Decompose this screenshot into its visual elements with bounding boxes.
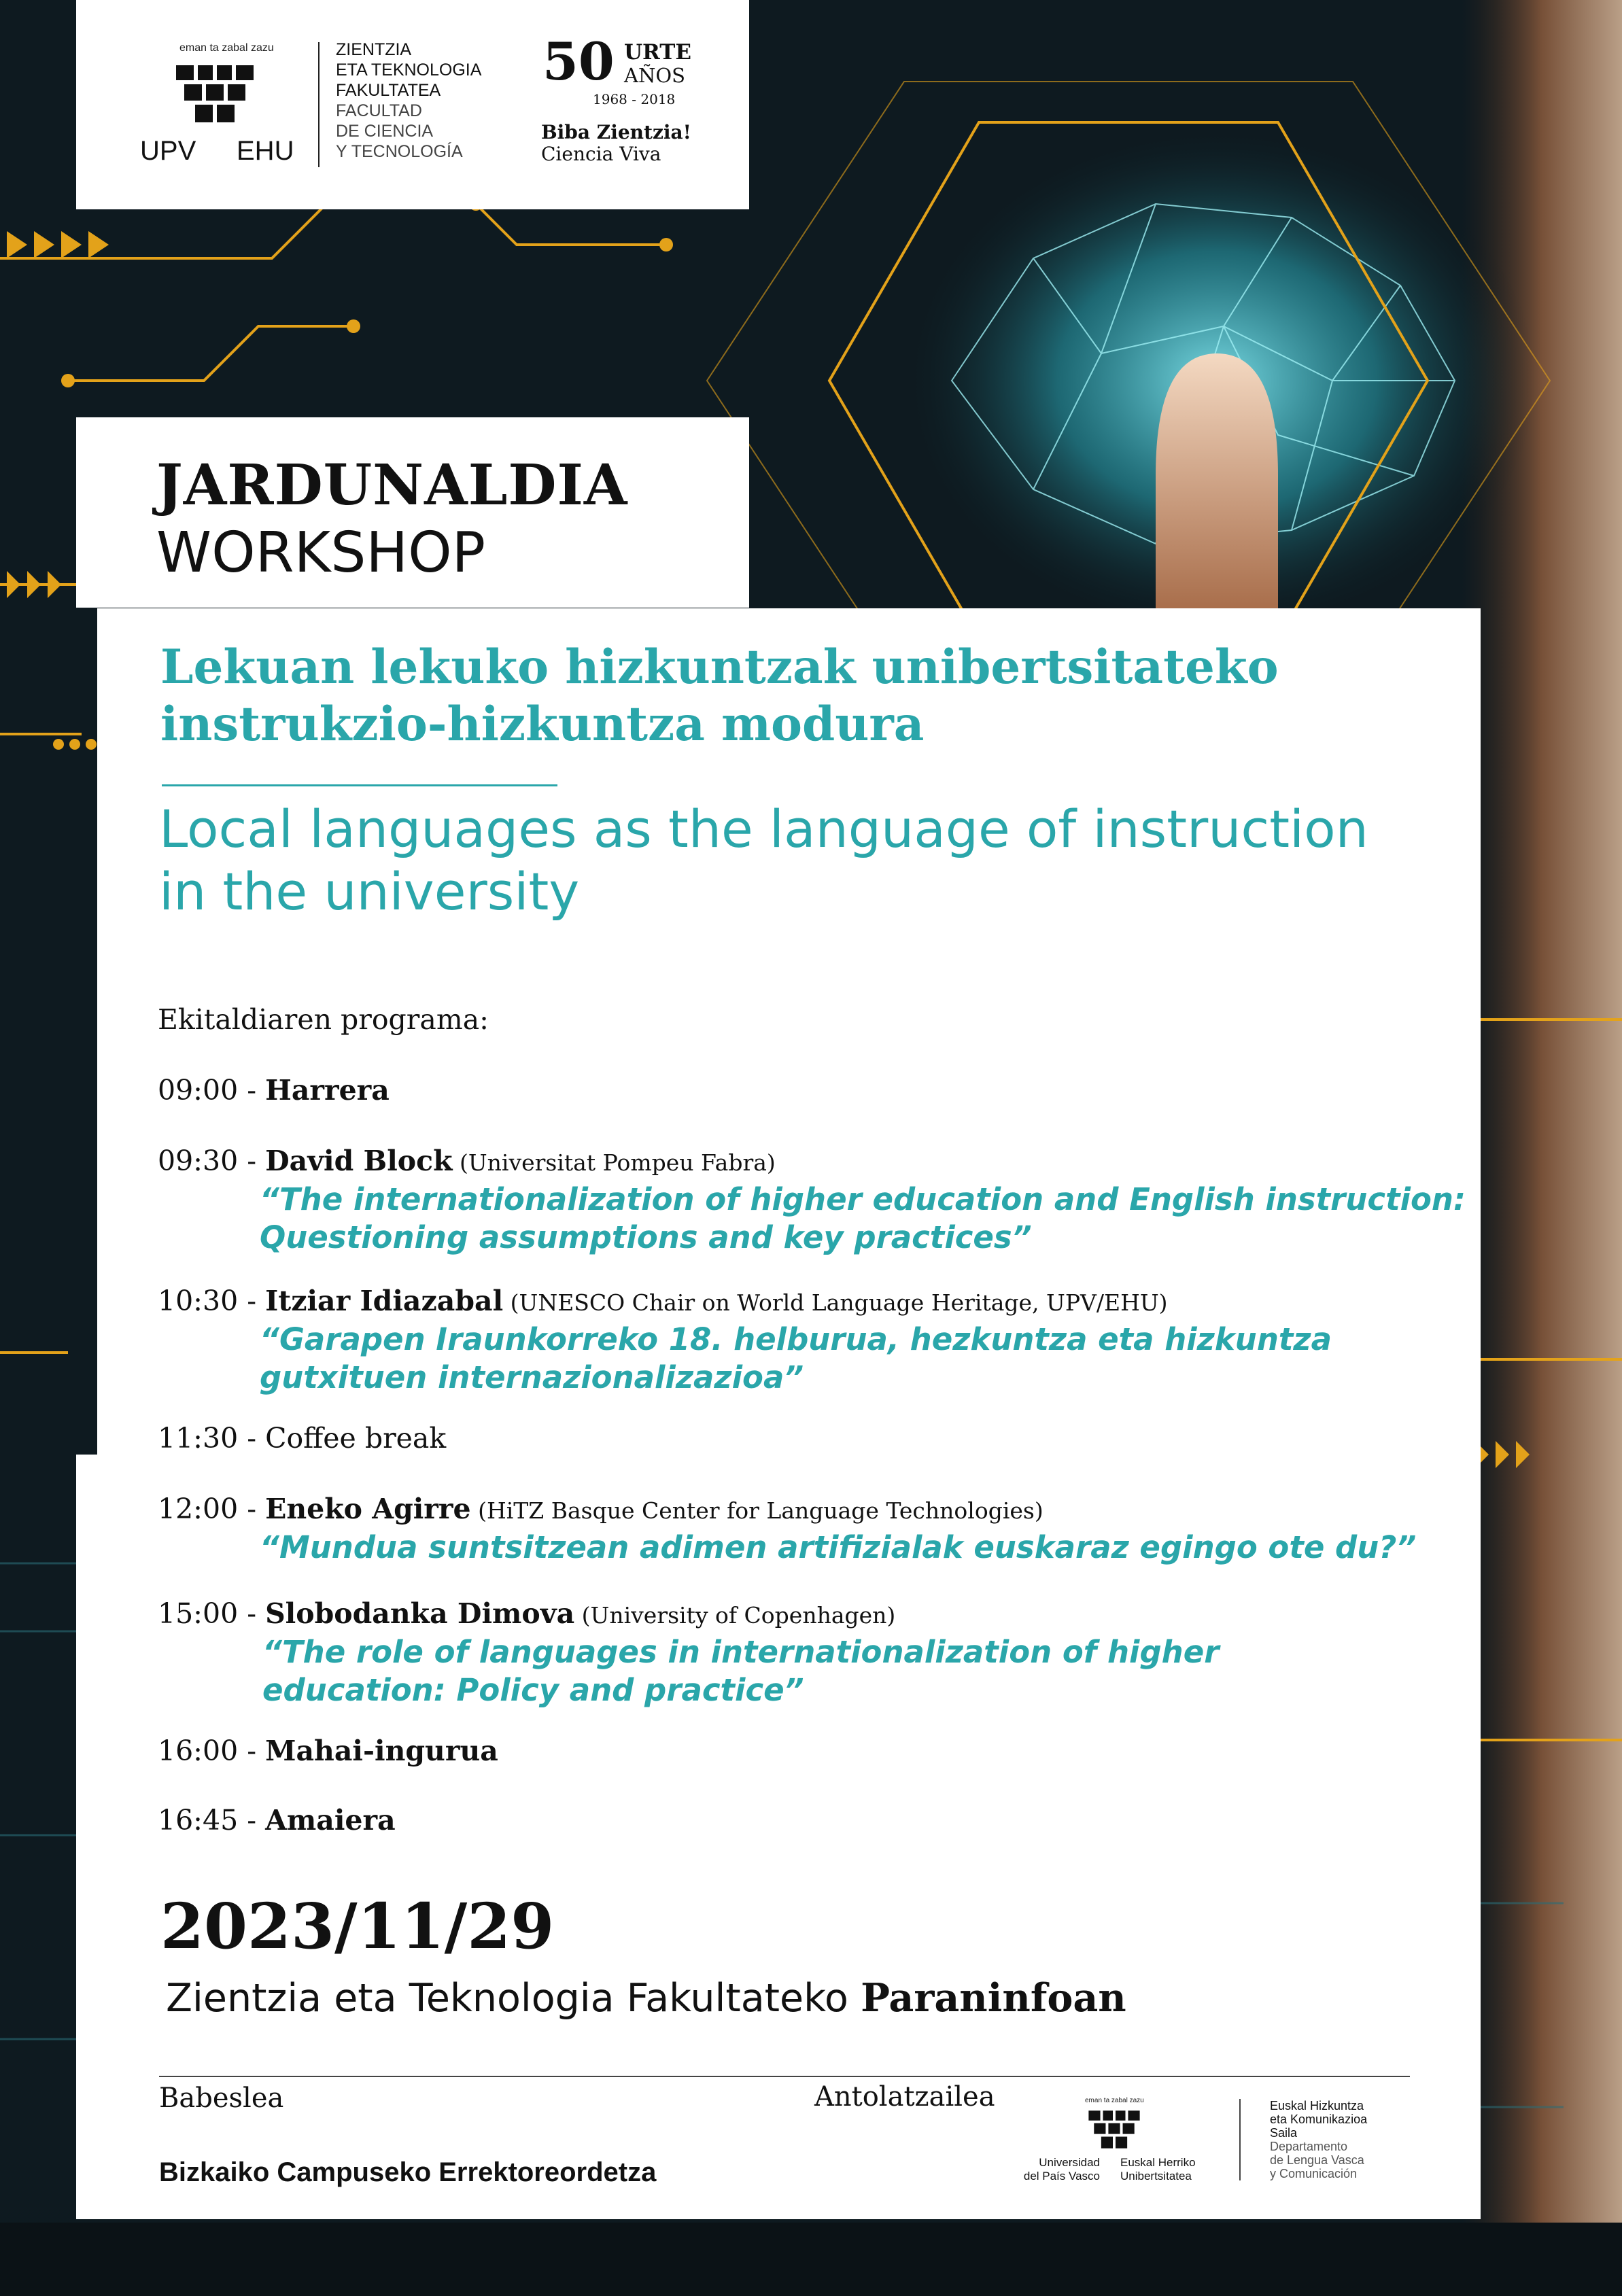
program-item: 16:00 - Mahai-ingurua [158,1735,498,1767]
upv-ehu-shield-icon [175,60,255,128]
label-jardunaldia: JARDUNALDIA [156,453,628,518]
ciencia-viva: Ciencia Viva [541,143,661,165]
footer-department: Euskal Hizkuntza eta Komunikazioa Saila Departamento de Lengua Vasca y Comunicación [1270,2099,1368,2180]
title-english: Local languages as the language of instruction in the university [159,799,1368,922]
program-heading: Ekitaldiaren programa: [158,1003,489,1036]
upv-wordmark: UPV [140,136,196,166]
program-item: 10:30 - Itziar Idiazabal (UNESCO Chair on World Language Heritage, UPV/EHU) “Garapen Iraunkorreko 18. helburua, hezkuntza eta hizkuntza gutxituen internazionalizazioa” [158,1285,1332,1395]
title-underline [162,784,557,786]
program-item: 09:00 - Harrera [158,1074,390,1107]
event-venue: Zientzia eta Teknologia Fakultateko Paraninfoan [166,1975,1126,2021]
program-item: 15:00 - Slobodanka Dimova (University of Copenhagen) “The role of languages in internationalization of higher education: Policy and practice” [158,1597,1220,1708]
anniversary-urte: URTE [624,40,691,65]
footer-logo-divider [1239,2099,1241,2180]
footer-upv-shield-icon [1082,2107,1146,2152]
faculty-name: ZIENTZIA ETA TEKNOLOGIA FAKULTATEA FACULTAD DE CIENCIA Y TECNOLOGÍA [336,40,482,161]
header-logo-panel [76,0,749,209]
biba-zientzia: Biba Zientzia! [541,121,691,143]
organizer-label: Antolatzailea [814,2081,995,2112]
program-item: 11:30 - Coffee break [158,1422,447,1455]
upv-tagline: eman ta zabal zazu [179,42,274,54]
footer-upv-es: Universidad del País Vasco [1023,2156,1100,2182]
ehu-wordmark: EHU [237,136,294,166]
anniversary-number: 50 [542,31,615,92]
event-date: 2023/11/29 [160,1890,555,1963]
sponsor-label: Babeslea [159,2083,284,2114]
footer-divider [159,2076,1410,2077]
title-basque: Lekuan lekuko hizkuntzak unibertsitateko instrukzio-hizkuntza modura [160,640,1279,752]
workshop-label-panel [76,417,749,608]
talk-title: “Garapen Iraunkorreko 18. helburua, hezkuntza eta hizkuntza gutxituen internazionalizazioa” [260,1321,1332,1395]
sponsor-name: Bizkaiko Campuseko Errektoreordetza [159,2157,657,2187]
footer-upv-tagline: eman ta zabal zazu [1085,2097,1144,2104]
anniversary-years: 1968 - 2018 [593,91,676,107]
program-item: 09:30 - David Block (Universitat Pompeu Fabra) “The internationalization of higher education and English instruction: Questioning assumptions and key practices” [158,1145,1466,1255]
logo-divider [318,42,320,167]
program-item: 12:00 - Eneko Agirre (HiTZ Basque Center for Language Technologies) “Mundua suntsitzean adimen artifizialak euskaraz egingo ote du?” [158,1493,1417,1565]
anniversary-anos: AÑOS [624,64,685,87]
label-workshop: WORKSHOP [156,521,486,585]
program-item: 16:45 - Amaiera [158,1804,396,1837]
talk-title: “The internationalization of higher education and English instruction: Questioning assumptions and key practices” [260,1181,1466,1255]
footer-upv-eu: Euskal Herriko Unibertsitatea [1120,2156,1196,2182]
talk-title: “The role of languages in internationalization of higher education: Policy and practice” [262,1634,1220,1708]
talk-title: “Mundua suntsitzean adimen artifizialak euskaraz egingo ote du?” [260,1529,1417,1565]
